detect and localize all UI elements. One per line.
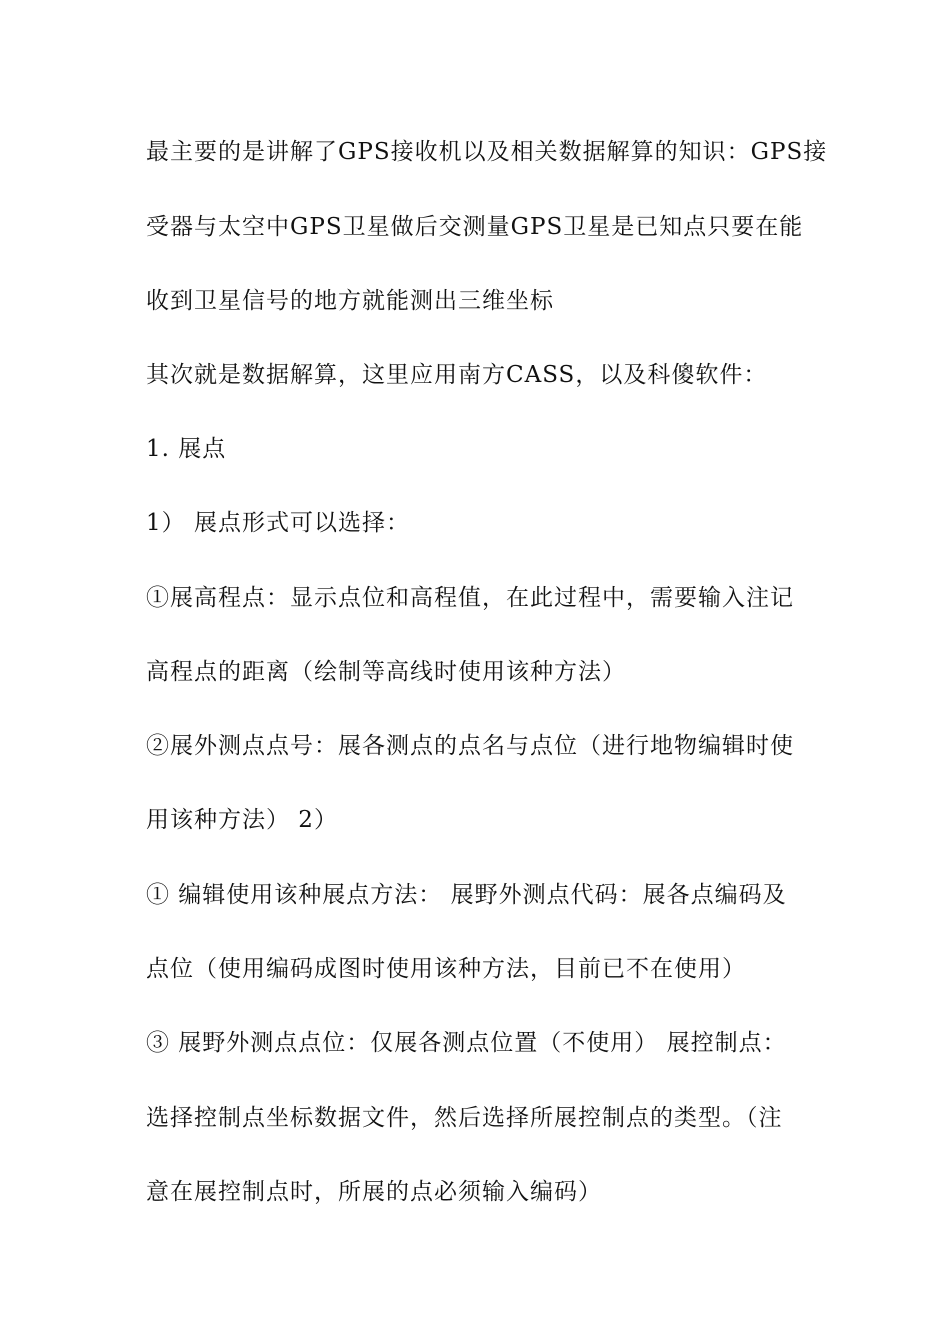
- text-line-15: 意在展控制点时，所展的点必须输入编码）: [146, 1179, 602, 1205]
- text-line-9: ②展外测点点号：展各测点的点名与点位（进行地物编辑时使: [146, 733, 794, 759]
- text-line-2: 受器与太空中GPS卫星做后交测量GPS卫星是已知点只要在能: [146, 214, 804, 240]
- text-line-13: ③ 展野外测点点位：仅展各测点位置（不使用） 展控制点：: [146, 1030, 787, 1056]
- text-line-14: 选择控制点坐标数据文件，然后选择所展控制点的类型。（注: [146, 1105, 783, 1131]
- text-line-4: 其次就是数据解算，这里应用南方CASS，以及科傻软件：: [146, 362, 768, 388]
- text-line-10: 用该种方法） 2）: [146, 807, 338, 833]
- section-heading: 1. 展点: [146, 436, 227, 462]
- text-line-1: 最主要的是讲解了GPS接收机以及相关数据解算的知识：GPS接: [146, 139, 828, 165]
- text-line-7: ①展高程点：显示点位和高程值，在此过程中，需要输入注记: [146, 585, 794, 611]
- text-line-6: 1） 展点形式可以选择：: [146, 510, 410, 536]
- text-line-11: ① 编辑使用该种展点方法： 展野外测点代码：展各点编码及: [146, 882, 787, 908]
- text-line-12: 点位（使用编码成图时使用该种方法，目前已不在使用）: [146, 956, 746, 982]
- text-line-8: 高程点的距离（绘制等高线时使用该种方法）: [146, 659, 626, 685]
- text-line-3: 收到卫星信号的地方就能测出三维坐标: [146, 288, 554, 314]
